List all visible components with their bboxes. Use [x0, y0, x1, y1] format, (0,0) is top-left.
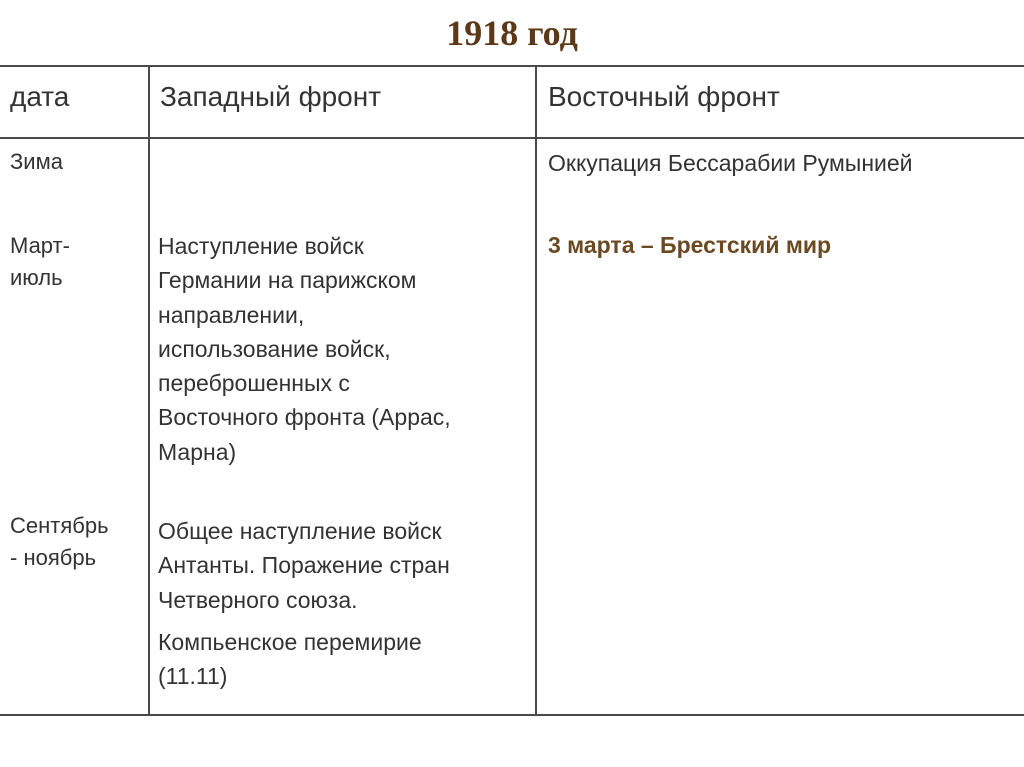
page-title: 1918 год	[446, 13, 578, 53]
header-bottom-border	[0, 137, 1024, 139]
column-divider-1	[148, 65, 150, 716]
header-western-front: Западный фронт	[160, 81, 382, 112]
header-eastern-front: Восточный фронт	[548, 81, 780, 112]
table-top-border	[0, 65, 1024, 67]
column-divider-2	[535, 65, 537, 716]
date-winter: Зима	[10, 149, 63, 174]
west-compiegne-armistice: Компьенское перемирие (11.11)	[158, 629, 422, 690]
date-sep-nov: Сентябрь - ноябрь	[10, 513, 109, 570]
west-march-july: Наступление войск Германии на парижском направлении, использование войск, переброшенных с Восточного фронта (Аррас, Марна)	[158, 233, 451, 465]
table-bottom-border	[0, 714, 1024, 716]
date-march-july: Март- июль	[10, 233, 70, 290]
east-bessarabia: Оккупация Бессарабии Румынией	[548, 150, 913, 176]
west-sep-nov-offensive: Общее наступление войск Антанты. Поражение стран Четверного союза.	[158, 518, 450, 613]
east-brest-treaty: 3 марта – Брестский мир	[548, 232, 832, 258]
header-date: дата	[10, 81, 70, 112]
